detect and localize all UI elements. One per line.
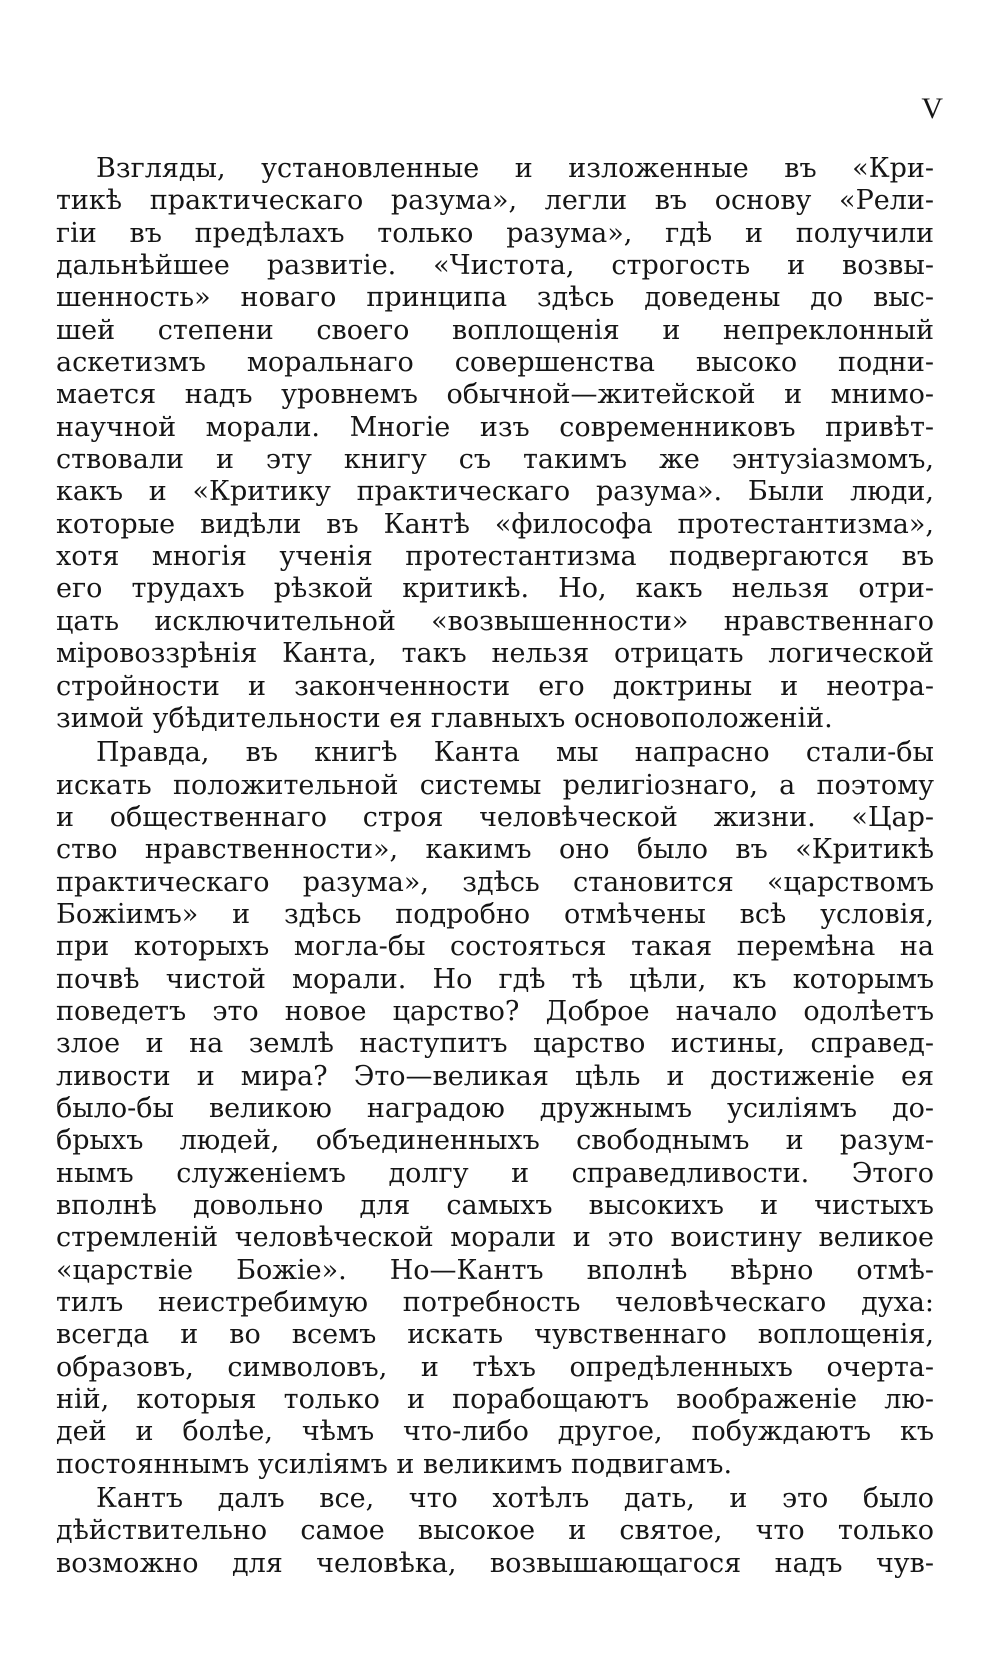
text-line: цать исключительной «возвышенности» нравственнаго	[56, 605, 934, 637]
text-line: шенность» новаго принципа здѣсь доведены до выс-	[56, 282, 934, 314]
text-line: дальнѣйшее развитіе. «Чистота, строгость и возвы-	[56, 250, 934, 282]
text-line: дѣйствительно самое высокое и святое, что только	[56, 1515, 934, 1547]
text-line: Божіимъ» и здѣсь подробно отмѣчены всѣ условія,	[56, 898, 934, 930]
text-line: вполнѣ довольно для самыхъ высокихъ и чистыхъ	[56, 1190, 934, 1221]
text-line: ливости и мира? Это—великая цѣль и достиженіе ея	[56, 1060, 934, 1092]
text-line: злое и на землѣ наступитъ царство истины, справед-	[56, 1028, 934, 1060]
text-line: стремленій человѣческой морали и это воистину великое	[56, 1222, 934, 1254]
text-line: искать положительной системы религіознаго, а поэтому	[56, 769, 934, 801]
text-line: міровоззрѣнія Канта, такъ нельзя отрицать логической	[56, 638, 934, 670]
text-line: ній, которыя только и порабощаютъ воображеніе лю-	[56, 1384, 934, 1416]
text-line: ствовали и эту книгу съ такимъ же энтузіазмомъ,	[56, 444, 934, 476]
text-line: зимой убѣдительности ея главныхъ основоположеній.	[56, 702, 833, 734]
paragraph	[56, 1483, 934, 1580]
text-line: почвѣ чистой морали. Но гдѣ тѣ цѣли, къ которымъ	[56, 963, 934, 995]
text-line: его трудахъ рѣзкой критикѣ. Но, какъ нельзя отри-	[56, 573, 934, 605]
text-line: аскетизмъ моральнаго совершенства высоко подни-	[56, 347, 934, 379]
page-number: V	[921, 92, 944, 125]
text-line: брыхъ людей, объединенныхъ свободнымъ и разум-	[56, 1125, 934, 1157]
text-line: тикѣ практическаго разума», легли въ основу «Рели-	[56, 185, 934, 217]
text-line: гіи въ предѣлахъ только разума», гдѣ и получили	[56, 217, 934, 249]
text-line: образовъ, символовъ, и тѣхъ опредѣленныхъ очерта-	[56, 1351, 934, 1383]
text-line: тилъ неистребимую потребность человѣческаго духа:	[56, 1287, 934, 1319]
text-line: всегда и во всемъ искать чувственнаго воплощенія,	[56, 1319, 934, 1351]
text-line: дей и болѣе, чѣмъ что-либо другое, побуждаютъ къ	[56, 1416, 934, 1448]
text-line: ство нравственности», какимъ оно было въ «Критикѣ	[56, 834, 934, 866]
body-text	[56, 153, 934, 1580]
paragraph	[56, 153, 934, 735]
text-line: Правда, въ книгѣ Канта мы напрасно стали-бы	[96, 737, 934, 769]
text-line: хотя многія ученія протестантизма подвергаются въ	[56, 541, 934, 573]
text-line: Взгляды, установленные и изложенные въ «Кри-	[96, 153, 934, 184]
text-line: Кантъ далъ все, что хотѣлъ дать, и это было	[96, 1483, 934, 1515]
text-line: шей степени своего воплощенія и непреклонный	[56, 314, 934, 346]
text-line: которые видѣли въ Кантѣ «философа протестантизма»,	[56, 508, 934, 540]
text-line: возможно для человѣка, возвышающагося надъ чув-	[56, 1547, 934, 1579]
text-line: поведетъ это новое царство? Доброе начало одолѣетъ	[56, 995, 934, 1027]
text-line: было-бы великою наградою дружнымъ усиліямъ до-	[56, 1092, 934, 1124]
text-line: мается надъ уровнемъ обычной—житейской и мнимо-	[56, 379, 934, 411]
paragraph	[56, 737, 934, 1481]
text-line: постояннымъ усиліямъ и великимъ подвигамъ.	[56, 1448, 733, 1480]
text-line: и общественнаго строя человѣческой жизни. «Цар-	[56, 801, 934, 833]
text-line: «царствіе Божіе». Но—Кантъ вполнѣ вѣрно отмѣ-	[56, 1254, 934, 1286]
text-line: научной морали. Многіе изъ современниковъ привѣт-	[56, 411, 934, 443]
text-line: практическаго разума», здѣсь становится «царствомъ	[56, 866, 934, 898]
text-line: стройности и законченности его доктрины и неотра-	[56, 670, 934, 702]
text-line: нымъ служеніемъ долгу и справедливости. Этого	[56, 1157, 934, 1189]
text-line: при которыхъ могла-бы состояться такая перемѣна на	[56, 931, 934, 963]
text-line: какъ и «Критику практическаго разума». Были люди,	[56, 476, 934, 508]
